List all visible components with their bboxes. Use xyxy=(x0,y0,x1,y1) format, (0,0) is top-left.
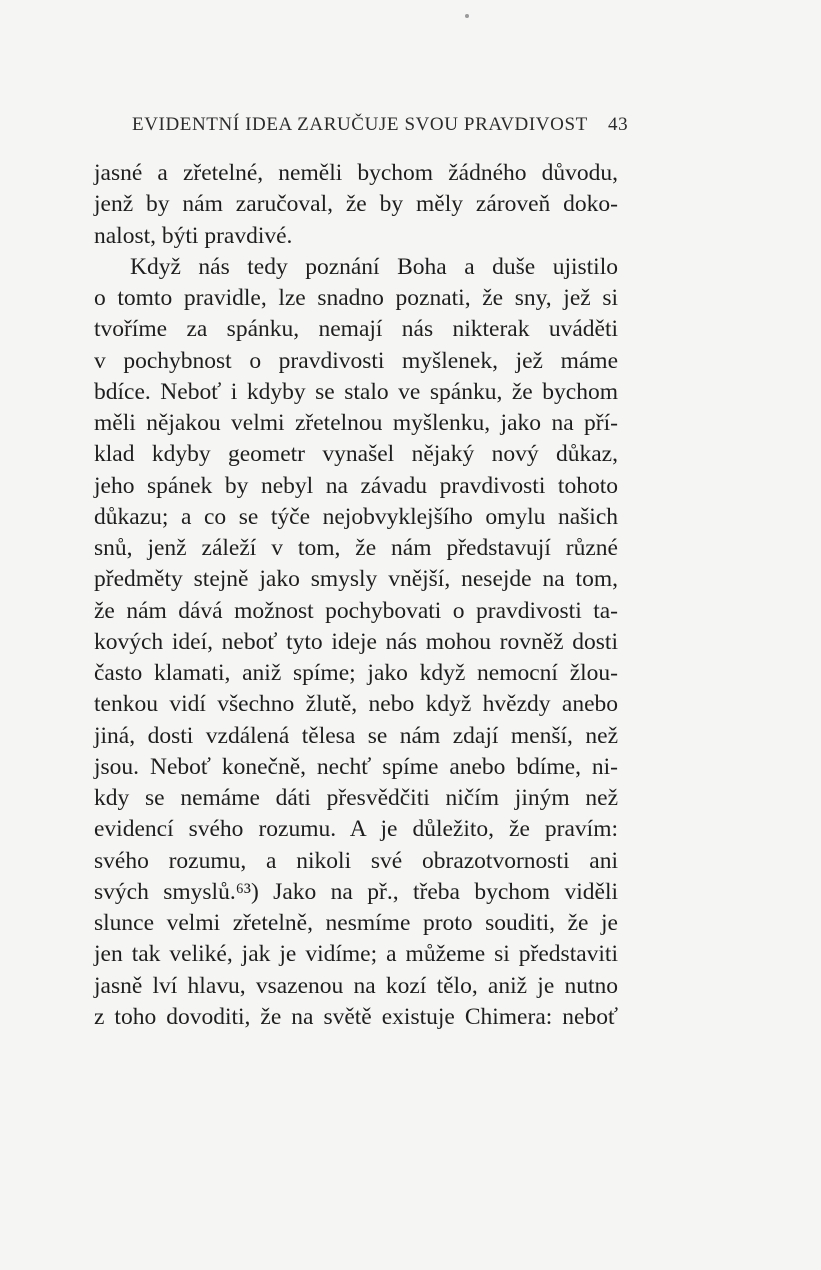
running-header xyxy=(132,114,632,142)
text-line: klad kdyby geometr vynašel nějaký nový důkaz, xyxy=(94,441,618,468)
text-line: důkazu; a co se týče nejobvyklejšího omylu našich xyxy=(94,503,618,530)
text-line: jen tak veliké, jak je vidíme; a můžeme si představiti xyxy=(94,941,618,968)
print-speck xyxy=(465,14,469,18)
text-line: nalost, býti pravdivé. xyxy=(94,222,293,249)
text-line: bdíce. Neboť i kdyby se stalo ve spánku, že bychom xyxy=(94,378,618,405)
running-header-title: EVIDENTNÍ IDEA ZARUČUJE SVOU PRAVDIVOST xyxy=(132,114,588,135)
text-line: často klamati, aniž spíme; jako když nemocní žlou- xyxy=(94,660,618,686)
text-line: z toho dovoditi, že na světě existuje Chimera: neboť xyxy=(94,1003,618,1030)
text-line: měli nějakou velmi zřetelnou myšlenku, jako na pří- xyxy=(94,410,618,436)
text-line: svého rozumu, a nikoli své obrazotvornosti ani xyxy=(94,847,618,874)
text-line: kových ideí, neboť tyto ideje nás mohou rovněž dosti xyxy=(94,628,618,655)
text-line: tvoříme za spánku, nemají nás nikterak uváděti xyxy=(94,316,618,343)
text-line: v pochybnost o pravdivosti myšlenek, jež máme xyxy=(94,347,618,374)
text-line: tenkou vidí všechno žlutě, nebo když hvězdy anebo xyxy=(94,691,618,718)
text-line: o tomto pravidle, lze snadno poznati, že sny, jež si xyxy=(94,285,618,311)
text-line: jsou. Neboť konečně, nechť spíme anebo bdíme, ni- xyxy=(94,753,618,780)
text-line: jasně lví hlavu, vsazenou na kozí tělo, aniž je nutno xyxy=(94,972,618,999)
text-line: předměty stejně jako smysly vnější, nesejde na tom, xyxy=(94,566,618,593)
text-line: Když nás tedy poznání Boha a duše ujistilo xyxy=(130,253,618,280)
text-line: svých smyslů.⁶³) Jako na př., třeba bychom viděli xyxy=(94,878,618,905)
page-number: 43 xyxy=(608,114,629,135)
text-line: slunce velmi zřetelně, nesmíme proto souditi, že je xyxy=(94,910,618,936)
text-line: snů, jenž záleží v tom, že nám představují různé xyxy=(94,535,618,561)
text-line: kdy se nemáme dáti přesvědčiti ničím jiným než xyxy=(94,785,618,811)
text-line: jasné a zřetelné, neměli bychom žádného důvodu, xyxy=(94,160,618,186)
body-text xyxy=(94,158,618,1033)
text-line: jiná, dosti vzdálená tělesa se nám zdají menší, než xyxy=(94,722,618,749)
text-line: jenž by nám zaručoval, že by měly zároveň doko- xyxy=(94,191,618,218)
text-line: evidencí svého rozumu. A je důležito, že pravím: xyxy=(94,816,618,843)
text-line: že nám dává možnost pochybovati o pravdivosti ta- xyxy=(94,597,618,624)
text-line: jeho spánek by nebyl na závadu pravdivosti tohoto xyxy=(94,472,618,499)
